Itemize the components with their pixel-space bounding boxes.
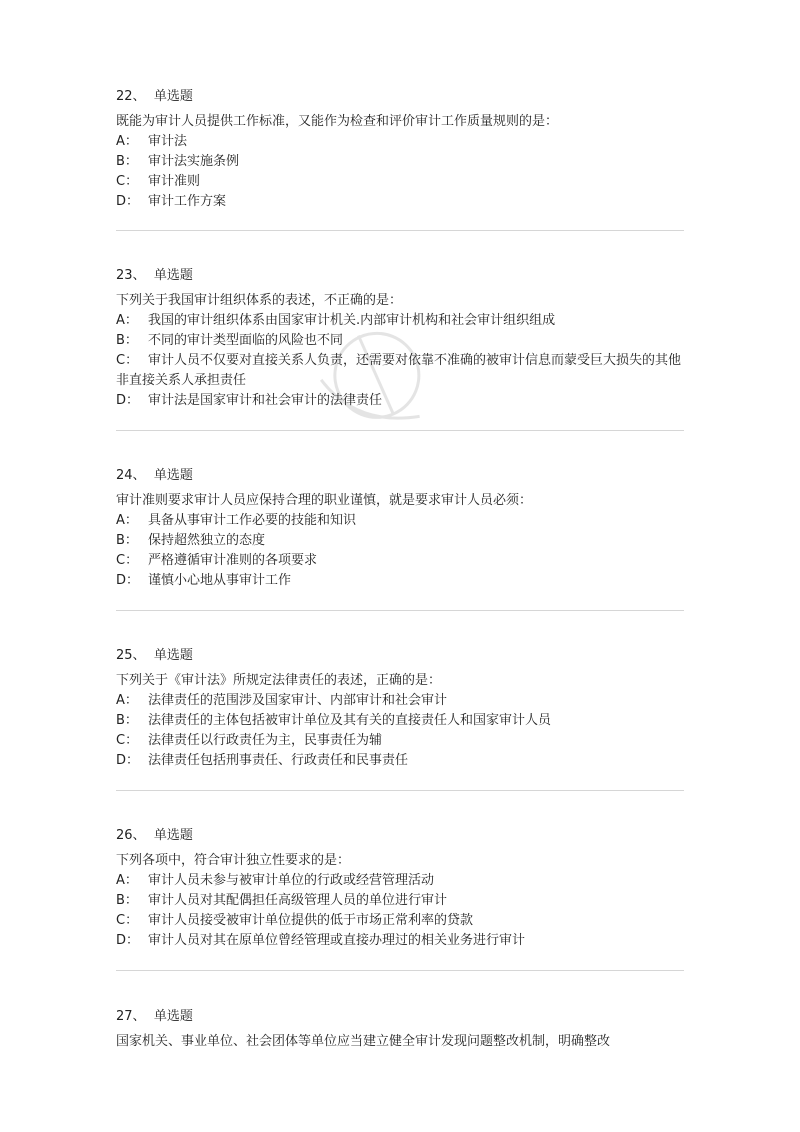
option-text: 具备从事审计工作必要的技能和知识 [148, 513, 357, 528]
question-stem: 既能为审计人员提供工作标准，又能作为检查和评价审计工作质量规则的是： [116, 114, 559, 129]
question-header [116, 466, 688, 486]
option-list [116, 871, 688, 951]
question-25 [116, 646, 688, 771]
option-text: 法律责任的主体包括被审计单位及其有关的直接责任人和国家审计人员 [148, 713, 552, 728]
question-divider [116, 970, 684, 971]
question-number: 24 [116, 468, 133, 483]
option-letter: D： [116, 194, 140, 209]
question-type: 单选题 [153, 268, 193, 283]
option-text: 审计准则 [148, 174, 201, 189]
option-letter: C： [116, 174, 139, 189]
question-separator: 、 [132, 89, 146, 104]
question-separator: 、 [132, 268, 146, 283]
option-text: 审计工作方案 [148, 194, 227, 209]
question-separator: 、 [132, 648, 146, 663]
question-number: 22 [116, 89, 133, 104]
option-text: 法律责任包括刑事责任、行政责任和民事责任 [148, 753, 409, 768]
question-type: 单选题 [153, 89, 193, 104]
option-list [116, 691, 688, 771]
option-b[interactable] [116, 331, 688, 351]
question-header [116, 87, 688, 107]
option-list [116, 132, 688, 212]
option-d[interactable] [116, 571, 688, 591]
option-b[interactable] [116, 711, 688, 731]
option-c[interactable] [116, 172, 688, 192]
option-a[interactable] [116, 871, 688, 891]
option-b[interactable] [116, 152, 688, 172]
option-a[interactable] [116, 511, 688, 531]
option-text: 审计人员接受被审计单位提供的低于市场正常利率的贷款 [148, 913, 474, 928]
question-separator: 、 [132, 468, 146, 483]
option-letter: A： [116, 513, 138, 528]
option-letter: D： [116, 393, 140, 408]
option-a[interactable] [116, 311, 688, 331]
question-type: 单选题 [153, 828, 193, 843]
question-header [116, 1007, 688, 1027]
question-number: 27 [116, 1009, 133, 1024]
option-c[interactable] [116, 731, 688, 751]
question-divider [116, 430, 684, 431]
question-header [116, 646, 688, 666]
option-text: 审计法是国家审计和社会审计的法律责任 [148, 393, 383, 408]
question-stem: 下列关于《审计法》所规定法律责任的表述，正确的是： [116, 673, 442, 688]
option-d[interactable] [116, 751, 688, 771]
question-number: 25 [116, 648, 133, 663]
option-d[interactable] [116, 391, 688, 411]
option-letter: B： [116, 713, 138, 728]
question-27 [116, 1007, 688, 1052]
option-letter: A： [116, 134, 138, 149]
option-letter: B： [116, 333, 138, 348]
option-letter: A： [116, 693, 138, 708]
option-letter: A： [116, 873, 138, 888]
option-text: 我国的审计组织体系由国家审计机关.内部审计机构和社会审计组织组成 [148, 313, 556, 328]
question-type: 单选题 [153, 468, 193, 483]
question-stem: 国家机关、事业单位、社会团体等单位应当建立健全审计发现问题整改机制，明确整改 [116, 1034, 611, 1049]
question-stem: 审计准则要求审计人员应保持合理的职业谨慎，就是要求审计人员必须： [116, 493, 533, 508]
option-text: 保持超然独立的态度 [148, 533, 266, 548]
question-separator: 、 [132, 1009, 146, 1024]
question-number: 26 [116, 828, 133, 843]
option-c[interactable] [116, 911, 688, 931]
option-letter: B： [116, 154, 138, 169]
question-22 [116, 87, 688, 212]
option-text: 法律责任以行政责任为主，民事责任为辅 [148, 733, 383, 748]
question-24 [116, 466, 688, 591]
option-c[interactable] [116, 351, 688, 391]
option-text: 审计法实施条例 [148, 154, 240, 169]
option-text: 审计人员未参与被审计单位的行政或经营管理活动 [148, 873, 435, 888]
option-list [116, 511, 688, 591]
question-23 [116, 266, 688, 411]
option-letter: C： [116, 733, 139, 748]
option-letter: D： [116, 933, 140, 948]
option-a[interactable] [116, 691, 688, 711]
question-stem: 下列各项中，符合审计独立性要求的是： [116, 853, 351, 868]
option-list [116, 311, 688, 411]
question-26 [116, 826, 688, 951]
option-text: 审计人员对其在原单位曾经管理或直接办理过的相关业务进行审计 [148, 933, 526, 948]
question-stem: 下列关于我国审计组织体系的表述，不正确的是： [116, 293, 403, 308]
question-type: 单选题 [153, 1009, 193, 1024]
option-letter: D： [116, 753, 140, 768]
option-letter: D： [116, 573, 140, 588]
question-number: 23 [116, 268, 133, 283]
question-header [116, 266, 688, 286]
option-c[interactable] [116, 551, 688, 571]
option-b[interactable] [116, 891, 688, 911]
option-text: 严格遵循审计准则的各项要求 [148, 553, 318, 568]
option-letter: A： [116, 313, 138, 328]
option-letter: B： [116, 533, 138, 548]
question-separator: 、 [132, 828, 146, 843]
option-a[interactable] [116, 132, 688, 152]
question-type: 单选题 [153, 648, 193, 663]
option-text: 谨慎小心地从事审计工作 [148, 573, 292, 588]
option-letter: C： [116, 553, 139, 568]
question-divider [116, 790, 684, 791]
option-text: 不同的审计类型面临的风险也不同 [148, 333, 344, 348]
option-letter: C： [116, 353, 139, 368]
option-text: 审计法 [148, 134, 188, 149]
option-letter: B： [116, 893, 138, 908]
option-text: 审计人员对其配偶担任高级管理人员的单位进行审计 [148, 893, 448, 908]
option-letter: C： [116, 913, 139, 928]
question-divider [116, 610, 684, 611]
option-text: 审计人员不仅要对直接关系人负责，还需要对依靠不准确的被审计信息而蒙受巨大损失的其他非直接关系人承担责任 [116, 353, 682, 388]
question-header [116, 826, 688, 846]
option-d[interactable] [116, 931, 688, 951]
option-d[interactable] [116, 192, 688, 212]
option-b[interactable] [116, 531, 688, 551]
question-divider [116, 230, 684, 231]
option-text: 法律责任的范围涉及国家审计、内部审计和社会审计 [148, 693, 448, 708]
